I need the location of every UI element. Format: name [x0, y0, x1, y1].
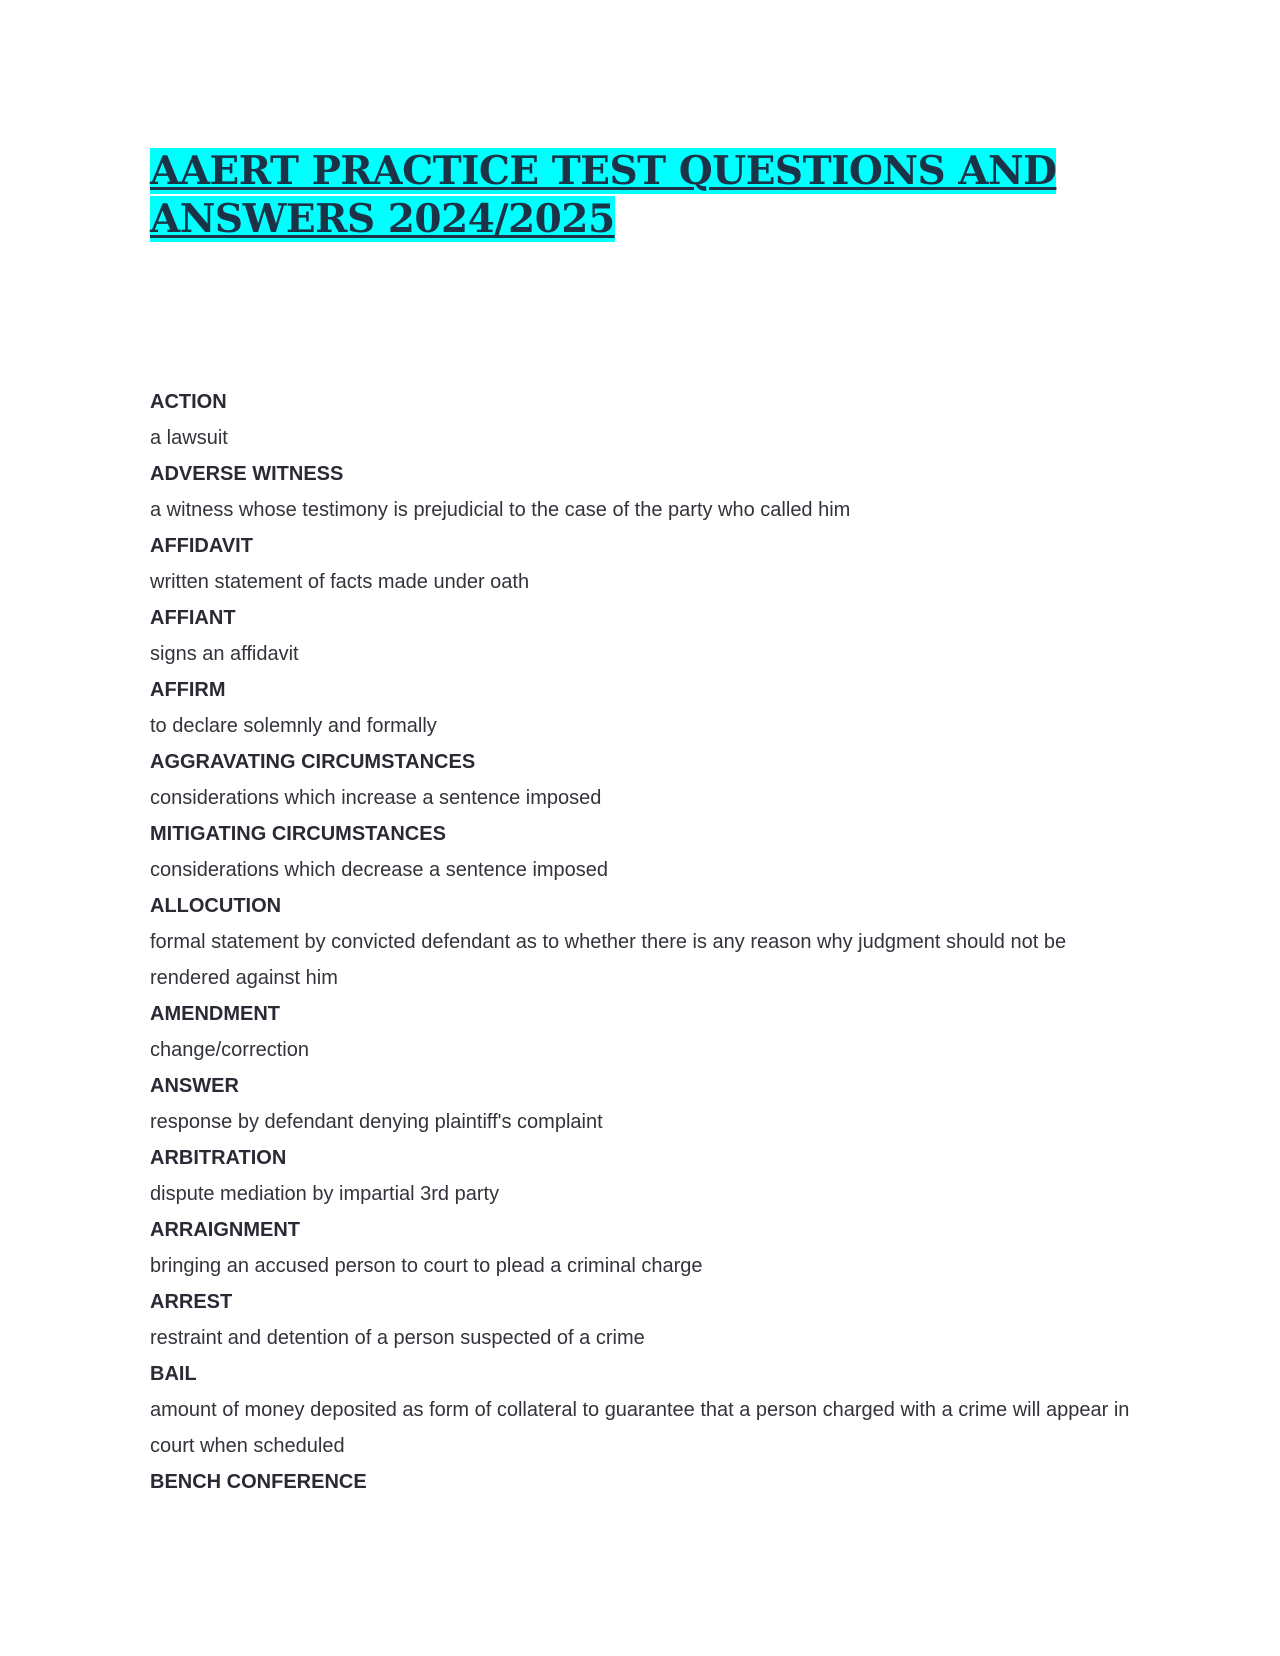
glossary-term: AGGRAVATING CIRCUMSTANCES [150, 751, 476, 773]
glossary-term: ANSWER [150, 1075, 239, 1097]
glossary-term: AFFIDAVIT [150, 535, 253, 557]
glossary-list [150, 384, 1130, 1500]
glossary-definition: formal statement by convicted defendant as to whether there is any reason why judgment should not be rendered against him [150, 931, 1067, 989]
document-title-line-2-text: ANSWERS 2024/2025 [150, 196, 615, 242]
glossary-definition: restraint and detention of a person suspected of a crime [150, 1327, 645, 1349]
document-title [150, 147, 1130, 243]
glossary-term: AFFIANT [150, 607, 236, 629]
glossary-term: MITIGATING CIRCUMSTANCES [150, 823, 446, 845]
glossary-definition: a lawsuit [150, 427, 228, 449]
glossary-definition: a witness whose testimony is prejudicial to the case of the party who called him [150, 499, 851, 521]
glossary-term: AMENDMENT [150, 1003, 280, 1025]
glossary-definition: change/correction [150, 1039, 309, 1061]
glossary-definition: signs an affidavit [150, 643, 299, 665]
glossary-definition: written statement of facts made under oath [150, 571, 530, 593]
document-title-line-1-text: AAERT PRACTICE TEST QUESTIONS AND [150, 148, 1057, 194]
glossary-definition: amount of money deposited as form of collateral to guarantee that a person charged with a crime will appear in court when scheduled [150, 1399, 1130, 1457]
glossary-term: AFFIRM [150, 679, 226, 701]
glossary-definition: response by defendant denying plaintiff's complaint [150, 1111, 603, 1133]
glossary-term: BENCH CONFERENCE [150, 1471, 367, 1493]
glossary-definition: bringing an accused person to court to plead a criminal charge [150, 1255, 703, 1277]
glossary-term: BAIL [150, 1363, 197, 1385]
glossary-term: ACTION [150, 391, 227, 413]
glossary-term: ARREST [150, 1291, 233, 1313]
glossary-definition: considerations which increase a sentence imposed [150, 787, 602, 809]
document-title-line-1 [150, 147, 1130, 195]
glossary-definition: considerations which decrease a sentence imposed [150, 859, 609, 881]
glossary-term: ARRAIGNMENT [150, 1219, 300, 1241]
glossary-definition: dispute mediation by impartial 3rd party [150, 1183, 500, 1205]
glossary-definition: to declare solemnly and formally [150, 715, 437, 737]
glossary-term: ADVERSE WITNESS [150, 463, 344, 485]
document-title-line-2 [150, 195, 1130, 243]
glossary-term: ARBITRATION [150, 1147, 287, 1169]
glossary-term: ALLOCUTION [150, 895, 282, 917]
